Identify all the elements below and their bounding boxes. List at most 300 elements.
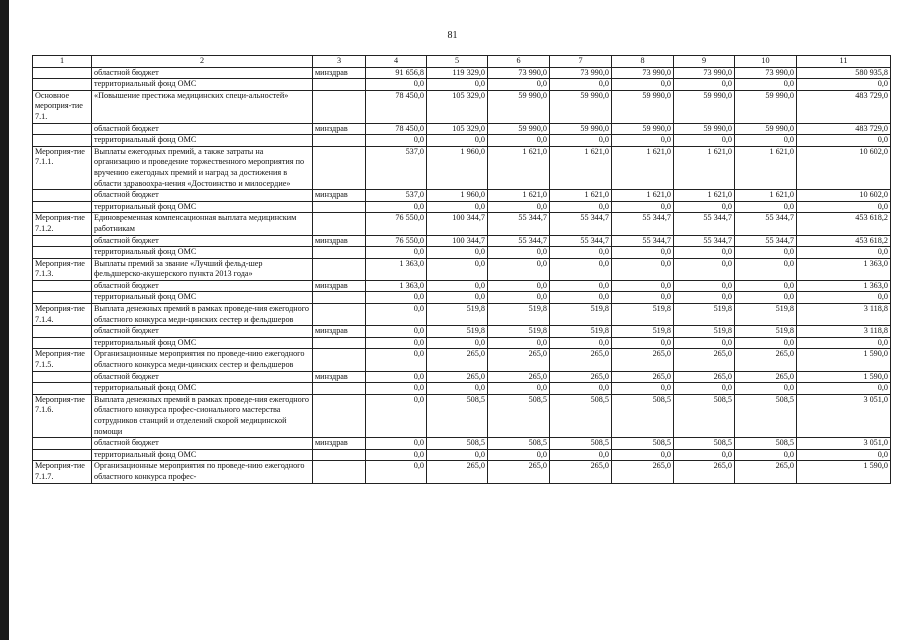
total-cell: 1 363,0	[797, 280, 891, 292]
executor-cell	[313, 213, 366, 235]
amount-cell: 1 621,0	[674, 190, 735, 202]
amount-cell: 0,0	[674, 383, 735, 395]
amount-cell: 55 344,7	[550, 213, 612, 235]
amount-cell: 0,0	[488, 292, 550, 304]
amount-cell: 0,0	[550, 79, 612, 91]
description-cell: территориальный фонд ОМС	[92, 292, 313, 304]
column-number: 11	[797, 56, 891, 68]
executor-cell	[313, 201, 366, 213]
executor-cell	[313, 461, 366, 483]
page-number: 81	[447, 30, 458, 41]
amount-cell: 0,0	[612, 247, 674, 259]
table-row	[33, 79, 891, 91]
amount-cell: 0,0	[735, 280, 797, 292]
table-row	[33, 337, 891, 349]
amount-cell: 519,8	[550, 326, 612, 338]
amount-cell: 519,8	[674, 304, 735, 326]
amount-cell: 0,0	[488, 258, 550, 280]
description-cell: Единовременная компенсационная выплата медицинским работникам	[92, 213, 313, 235]
total-cell: 483 729,0	[797, 90, 891, 123]
scan-edge-bar	[0, 0, 9, 640]
amount-cell: 0,0	[427, 449, 488, 461]
activity-code-cell	[33, 292, 92, 304]
amount-cell: 73 990,0	[674, 67, 735, 79]
activity-code-cell	[33, 190, 92, 202]
activity-code-cell	[33, 449, 92, 461]
amount-cell: 55 344,7	[735, 235, 797, 247]
amount-cell: 0,0	[427, 135, 488, 147]
amount-cell: 0,0	[366, 135, 427, 147]
amount-cell: 0,0	[674, 449, 735, 461]
activity-code-cell	[33, 383, 92, 395]
amount-cell: 0,0	[735, 383, 797, 395]
description-cell: территориальный фонд ОМС	[92, 135, 313, 147]
total-cell: 1 590,0	[797, 461, 891, 483]
amount-cell: 55 344,7	[488, 213, 550, 235]
executor-cell: минздрав	[313, 371, 366, 383]
table-row	[33, 326, 891, 338]
column-number: 1	[33, 56, 92, 68]
table-row	[33, 349, 891, 371]
amount-cell: 508,5	[735, 438, 797, 450]
amount-cell: 0,0	[427, 201, 488, 213]
amount-cell: 0,0	[735, 258, 797, 280]
amount-cell: 59 990,0	[674, 123, 735, 135]
table-row	[33, 258, 891, 280]
activity-code-cell: Мероприя-тие 7.1.3.	[33, 258, 92, 280]
amount-cell: 1 621,0	[612, 146, 674, 189]
total-cell: 483 729,0	[797, 123, 891, 135]
amount-cell: 0,0	[427, 258, 488, 280]
amount-cell: 265,0	[674, 371, 735, 383]
table-row	[33, 247, 891, 259]
amount-cell: 0,0	[488, 247, 550, 259]
amount-cell: 1 621,0	[612, 190, 674, 202]
amount-cell: 0,0	[674, 258, 735, 280]
description-cell: Организационные мероприятия по проведе-нию ежегодного областного конкурса меди-цинских сестер и фельдшеров	[92, 349, 313, 371]
description-cell: Выплаты премий за звание «Лучший фельд-шер фельдшерско-акушерского пункта 2013 года»	[92, 258, 313, 280]
amount-cell: 519,8	[488, 326, 550, 338]
amount-cell: 73 990,0	[612, 67, 674, 79]
amount-cell: 519,8	[735, 304, 797, 326]
amount-cell: 519,8	[674, 326, 735, 338]
amount-cell: 0,0	[488, 280, 550, 292]
amount-cell: 0,0	[488, 135, 550, 147]
amount-cell: 265,0	[488, 349, 550, 371]
amount-cell: 59 990,0	[550, 90, 612, 123]
amount-cell: 59 990,0	[612, 90, 674, 123]
budget-table	[32, 55, 891, 484]
total-cell: 3 051,0	[797, 438, 891, 450]
amount-cell: 0,0	[735, 201, 797, 213]
table-row	[33, 146, 891, 189]
amount-cell: 0,0	[550, 292, 612, 304]
amount-cell: 0,0	[735, 337, 797, 349]
executor-cell: минздрав	[313, 235, 366, 247]
executor-cell: минздрав	[313, 190, 366, 202]
table-row	[33, 292, 891, 304]
amount-cell: 508,5	[488, 394, 550, 437]
column-number: 8	[612, 56, 674, 68]
table-row	[33, 280, 891, 292]
column-number: 2	[92, 56, 313, 68]
total-cell: 3 118,8	[797, 304, 891, 326]
amount-cell: 265,0	[488, 461, 550, 483]
amount-cell: 537,0	[366, 146, 427, 189]
amount-cell: 508,5	[550, 438, 612, 450]
amount-cell: 0,0	[366, 438, 427, 450]
table-row	[33, 304, 891, 326]
executor-cell: минздрав	[313, 280, 366, 292]
amount-cell: 265,0	[550, 461, 612, 483]
table-row	[33, 235, 891, 247]
amount-cell: 0,0	[735, 449, 797, 461]
amount-cell: 0,0	[674, 280, 735, 292]
amount-cell: 0,0	[427, 383, 488, 395]
column-number: 10	[735, 56, 797, 68]
executor-cell	[313, 79, 366, 91]
executor-cell	[313, 394, 366, 437]
total-cell: 0,0	[797, 79, 891, 91]
amount-cell: 55 344,7	[612, 235, 674, 247]
amount-cell: 59 990,0	[488, 123, 550, 135]
amount-cell: 0,0	[366, 326, 427, 338]
amount-cell: 0,0	[612, 79, 674, 91]
amount-cell: 519,8	[427, 304, 488, 326]
executor-cell	[313, 383, 366, 395]
activity-code-cell	[33, 337, 92, 349]
amount-cell: 265,0	[735, 349, 797, 371]
activity-code-cell	[33, 247, 92, 259]
amount-cell: 265,0	[612, 461, 674, 483]
amount-cell: 73 990,0	[550, 67, 612, 79]
amount-cell: 0,0	[366, 292, 427, 304]
executor-cell	[313, 90, 366, 123]
amount-cell: 265,0	[674, 349, 735, 371]
description-cell: территориальный фонд ОМС	[92, 201, 313, 213]
amount-cell: 0,0	[366, 304, 427, 326]
amount-cell: 73 990,0	[735, 67, 797, 79]
table-row	[33, 438, 891, 450]
total-cell: 0,0	[797, 135, 891, 147]
amount-cell: 91 656,8	[366, 67, 427, 79]
total-cell: 3 051,0	[797, 394, 891, 437]
amount-cell: 0,0	[550, 247, 612, 259]
table-row	[33, 201, 891, 213]
amount-cell: 73 990,0	[488, 67, 550, 79]
amount-cell: 265,0	[427, 349, 488, 371]
amount-cell: 0,0	[735, 135, 797, 147]
amount-cell: 0,0	[612, 280, 674, 292]
amount-cell: 1 621,0	[674, 146, 735, 189]
table-row	[33, 371, 891, 383]
amount-cell: 0,0	[427, 280, 488, 292]
column-number: 4	[366, 56, 427, 68]
table-row	[33, 90, 891, 123]
total-cell: 1 590,0	[797, 371, 891, 383]
executor-cell	[313, 337, 366, 349]
amount-cell: 508,5	[674, 394, 735, 437]
amount-cell: 265,0	[612, 371, 674, 383]
amount-cell: 265,0	[488, 371, 550, 383]
table-row	[33, 123, 891, 135]
amount-cell: 1 363,0	[366, 258, 427, 280]
amount-cell: 508,5	[612, 394, 674, 437]
amount-cell: 0,0	[674, 292, 735, 304]
amount-cell: 0,0	[674, 337, 735, 349]
amount-cell: 59 990,0	[488, 90, 550, 123]
amount-cell: 105 329,0	[427, 123, 488, 135]
table-row	[33, 394, 891, 437]
amount-cell: 0,0	[366, 201, 427, 213]
amount-cell: 519,8	[612, 326, 674, 338]
amount-cell: 0,0	[550, 383, 612, 395]
amount-cell: 78 450,0	[366, 123, 427, 135]
executor-cell	[313, 349, 366, 371]
amount-cell: 1 621,0	[550, 190, 612, 202]
column-number: 5	[427, 56, 488, 68]
description-cell: областной бюджет	[92, 190, 313, 202]
amount-cell: 265,0	[427, 371, 488, 383]
amount-cell: 0,0	[674, 79, 735, 91]
amount-cell: 55 344,7	[612, 213, 674, 235]
description-cell: территориальный фонд ОМС	[92, 337, 313, 349]
amount-cell: 55 344,7	[488, 235, 550, 247]
amount-cell: 0,0	[550, 258, 612, 280]
amount-cell: 105 329,0	[427, 90, 488, 123]
activity-code-cell	[33, 235, 92, 247]
amount-cell: 78 450,0	[366, 90, 427, 123]
amount-cell: 1 621,0	[488, 190, 550, 202]
amount-cell: 0,0	[366, 371, 427, 383]
amount-cell: 59 990,0	[550, 123, 612, 135]
amount-cell: 0,0	[550, 337, 612, 349]
executor-cell	[313, 292, 366, 304]
activity-code-cell: Мероприя-тие 7.1.2.	[33, 213, 92, 235]
total-cell: 453 618,2	[797, 213, 891, 235]
amount-cell: 0,0	[735, 79, 797, 91]
amount-cell: 0,0	[366, 449, 427, 461]
executor-cell: минздрав	[313, 67, 366, 79]
amount-cell: 55 344,7	[674, 235, 735, 247]
amount-cell: 0,0	[550, 449, 612, 461]
amount-cell: 0,0	[366, 394, 427, 437]
description-cell: территориальный фонд ОМС	[92, 79, 313, 91]
amount-cell: 265,0	[612, 349, 674, 371]
description-cell: областной бюджет	[92, 280, 313, 292]
amount-cell: 0,0	[488, 201, 550, 213]
activity-code-cell	[33, 135, 92, 147]
amount-cell: 0,0	[735, 247, 797, 259]
table-row	[33, 213, 891, 235]
description-cell: «Повышение престижа медицинских специ-альностей»	[92, 90, 313, 123]
total-cell: 0,0	[797, 449, 891, 461]
amount-cell: 0,0	[488, 79, 550, 91]
amount-cell: 59 990,0	[735, 90, 797, 123]
amount-cell: 508,5	[488, 438, 550, 450]
description-cell: территориальный фонд ОМС	[92, 383, 313, 395]
column-number-row	[33, 56, 891, 68]
amount-cell: 119 329,0	[427, 67, 488, 79]
activity-code-cell	[33, 326, 92, 338]
total-cell: 0,0	[797, 201, 891, 213]
amount-cell: 100 344,7	[427, 213, 488, 235]
amount-cell: 100 344,7	[427, 235, 488, 247]
amount-cell: 1 960,0	[427, 190, 488, 202]
amount-cell: 508,5	[427, 438, 488, 450]
amount-cell: 0,0	[735, 292, 797, 304]
amount-cell: 0,0	[366, 79, 427, 91]
table-body	[33, 56, 891, 484]
amount-cell: 55 344,7	[674, 213, 735, 235]
amount-cell: 1 363,0	[366, 280, 427, 292]
activity-code-cell: Мероприя-тие 7.1.1.	[33, 146, 92, 189]
activity-code-cell	[33, 371, 92, 383]
executor-cell	[313, 247, 366, 259]
amount-cell: 0,0	[612, 449, 674, 461]
amount-cell: 0,0	[366, 461, 427, 483]
amount-cell: 519,8	[427, 326, 488, 338]
description-cell: Выплата денежных премий в рамках проведе-ния ежегодного областного конкурса профес-сионального мастерства сотрудников станций и отделений скорой медицинской помощи	[92, 394, 313, 437]
amount-cell: 0,0	[612, 201, 674, 213]
activity-code-cell	[33, 280, 92, 292]
executor-cell	[313, 146, 366, 189]
activity-code-cell	[33, 438, 92, 450]
activity-code-cell	[33, 201, 92, 213]
amount-cell: 0,0	[488, 383, 550, 395]
activity-code-cell: Основное мероприя-тие 7.1.	[33, 90, 92, 123]
amount-cell: 76 550,0	[366, 235, 427, 247]
description-cell: областной бюджет	[92, 438, 313, 450]
table-row	[33, 135, 891, 147]
description-cell: областной бюджет	[92, 67, 313, 79]
amount-cell: 0,0	[674, 135, 735, 147]
amount-cell: 1 621,0	[735, 146, 797, 189]
amount-cell: 59 990,0	[735, 123, 797, 135]
amount-cell: 55 344,7	[550, 235, 612, 247]
activity-code-cell	[33, 79, 92, 91]
amount-cell: 1 621,0	[550, 146, 612, 189]
column-number: 6	[488, 56, 550, 68]
amount-cell: 0,0	[366, 349, 427, 371]
description-cell: областной бюджет	[92, 235, 313, 247]
activity-code-cell: Мероприя-тие 7.1.4.	[33, 304, 92, 326]
amount-cell: 265,0	[427, 461, 488, 483]
description-cell: областной бюджет	[92, 326, 313, 338]
table-row	[33, 449, 891, 461]
amount-cell: 0,0	[366, 337, 427, 349]
description-cell: Выплаты ежегодных премий, а также затраты на организацию и проведение торжественного мероприятия по вручению ежегодных премий и наград за достижения в области здравоохра-нения «Достоинство и милосердие»	[92, 146, 313, 189]
activity-code-cell: Мероприя-тие 7.1.5.	[33, 349, 92, 371]
amount-cell: 519,8	[550, 304, 612, 326]
table-row	[33, 383, 891, 395]
amount-cell: 508,5	[612, 438, 674, 450]
description-cell: Выплата денежных премий в рамках проведе-ния ежегодного областного конкурса меди-цинских сестер и фельдшеров	[92, 304, 313, 326]
amount-cell: 0,0	[427, 247, 488, 259]
amount-cell: 0,0	[427, 292, 488, 304]
total-cell: 3 118,8	[797, 326, 891, 338]
amount-cell: 265,0	[550, 371, 612, 383]
total-cell: 1 590,0	[797, 349, 891, 371]
amount-cell: 59 990,0	[674, 90, 735, 123]
amount-cell: 0,0	[674, 201, 735, 213]
executor-cell	[313, 135, 366, 147]
amount-cell: 0,0	[612, 337, 674, 349]
amount-cell: 0,0	[550, 135, 612, 147]
total-cell: 580 935,8	[797, 67, 891, 79]
executor-cell: минздрав	[313, 326, 366, 338]
amount-cell: 508,5	[550, 394, 612, 437]
total-cell: 10 602,0	[797, 146, 891, 189]
description-cell: областной бюджет	[92, 123, 313, 135]
executor-cell	[313, 258, 366, 280]
total-cell: 1 363,0	[797, 258, 891, 280]
activity-code-cell: Мероприя-тие 7.1.7.	[33, 461, 92, 483]
total-cell: 10 602,0	[797, 190, 891, 202]
amount-cell: 537,0	[366, 190, 427, 202]
amount-cell: 519,8	[612, 304, 674, 326]
amount-cell: 519,8	[735, 326, 797, 338]
amount-cell: 508,5	[674, 438, 735, 450]
amount-cell: 0,0	[488, 337, 550, 349]
activity-code-cell	[33, 123, 92, 135]
amount-cell: 0,0	[674, 247, 735, 259]
table-row	[33, 461, 891, 483]
total-cell: 0,0	[797, 292, 891, 304]
description-cell: Организационные мероприятия по проведе-нию ежегодного областного конкурса профес-	[92, 461, 313, 483]
amount-cell: 265,0	[674, 461, 735, 483]
executor-cell	[313, 449, 366, 461]
amount-cell: 508,5	[427, 394, 488, 437]
column-number: 9	[674, 56, 735, 68]
description-cell: территориальный фонд ОМС	[92, 449, 313, 461]
amount-cell: 265,0	[550, 349, 612, 371]
amount-cell: 0,0	[366, 383, 427, 395]
table-row	[33, 67, 891, 79]
amount-cell: 0,0	[612, 135, 674, 147]
table-row	[33, 190, 891, 202]
description-cell: территориальный фонд ОМС	[92, 247, 313, 259]
column-number: 3	[313, 56, 366, 68]
amount-cell: 1 621,0	[735, 190, 797, 202]
amount-cell: 59 990,0	[612, 123, 674, 135]
total-cell: 0,0	[797, 247, 891, 259]
amount-cell: 0,0	[550, 280, 612, 292]
amount-cell: 265,0	[735, 371, 797, 383]
amount-cell: 0,0	[612, 383, 674, 395]
amount-cell: 0,0	[366, 247, 427, 259]
amount-cell: 0,0	[612, 292, 674, 304]
activity-code-cell	[33, 67, 92, 79]
amount-cell: 76 550,0	[366, 213, 427, 235]
amount-cell: 55 344,7	[735, 213, 797, 235]
amount-cell: 1 621,0	[488, 146, 550, 189]
column-number: 7	[550, 56, 612, 68]
executor-cell: минздрав	[313, 438, 366, 450]
amount-cell: 0,0	[550, 201, 612, 213]
amount-cell: 0,0	[427, 79, 488, 91]
amount-cell: 0,0	[427, 337, 488, 349]
amount-cell: 1 960,0	[427, 146, 488, 189]
amount-cell: 0,0	[612, 258, 674, 280]
amount-cell: 519,8	[488, 304, 550, 326]
total-cell: 453 618,2	[797, 235, 891, 247]
amount-cell: 265,0	[735, 461, 797, 483]
amount-cell: 508,5	[735, 394, 797, 437]
description-cell: областной бюджет	[92, 371, 313, 383]
total-cell: 0,0	[797, 383, 891, 395]
amount-cell: 0,0	[488, 449, 550, 461]
